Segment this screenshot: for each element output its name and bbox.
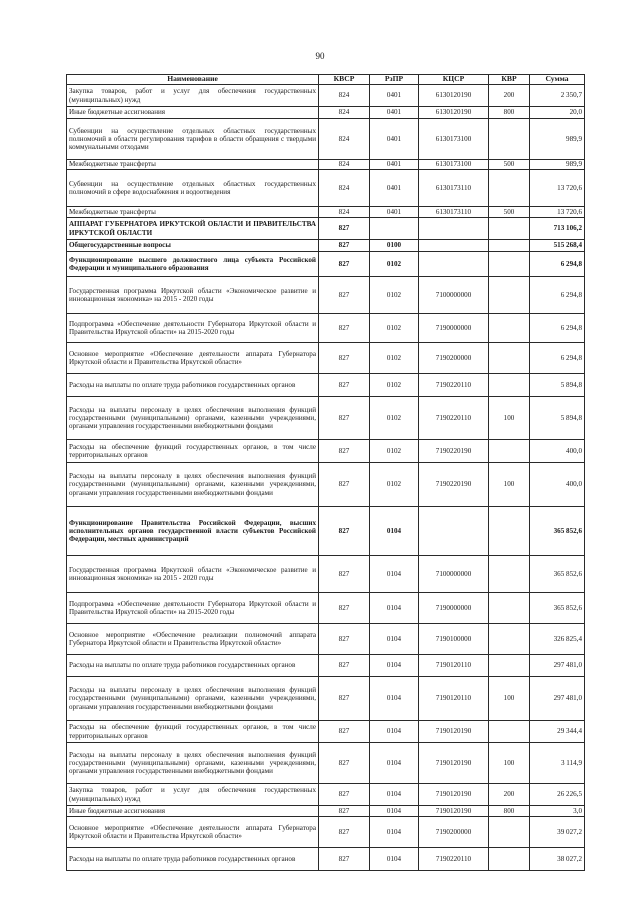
table-row (67, 343, 585, 374)
header-name: Наименование (67, 75, 319, 85)
cell-kvr (489, 252, 530, 277)
cell-name: АППАРАТ ГУБЕРНАТОРА ИРКУТСКОЙ ОБЛАСТИ И ПРАВИТЕЛЬСТВА ИРКУТСКОЙ ОБЛАСТИ (67, 218, 319, 240)
cell-sum: 365 852,6 (530, 593, 585, 624)
cell-rzpr: 0102 (370, 314, 419, 343)
cell-name: Расходы на выплаты персоналу в целях обеспечения выполнения функций государственными (муниципальными) органами, казенными учреждениями, органами управления государственными внебюджетными фондами (67, 397, 319, 440)
cell-kvsr: 827 (319, 848, 370, 871)
cell-rzpr: 0104 (370, 784, 419, 806)
cell-kcsr: 7190220110 (419, 374, 489, 397)
cell-kvr (489, 314, 530, 343)
cell-kcsr: 7190220190 (419, 440, 489, 463)
cell-kvr: 200 (489, 85, 530, 107)
cell-kvr (489, 507, 530, 556)
cell-rzpr: 0104 (370, 677, 419, 721)
cell-rzpr: 0401 (370, 207, 419, 218)
cell-name: Основное мероприятие «Обеспечение деятельности аппарата Губернатора Иркутской области и Правительства Иркутской области» (67, 343, 319, 374)
cell-kvsr: 827 (319, 593, 370, 624)
cell-kcsr: 7190220110 (419, 848, 489, 871)
cell-kvsr: 827 (319, 721, 370, 743)
cell-kcsr: 6130120190 (419, 107, 489, 119)
cell-name: Основное мероприятие «Обеспечение деятельности аппарата Губернатора Иркутской области и Правительства Иркутской области» (67, 817, 319, 848)
cell-kvr (489, 374, 530, 397)
cell-rzpr: 0102 (370, 374, 419, 397)
table-row (67, 160, 585, 170)
table-row (67, 119, 585, 160)
cell-sum: 6 294,8 (530, 343, 585, 374)
cell-sum: 5 894,8 (530, 374, 585, 397)
cell-sum: 400,0 (530, 463, 585, 507)
cell-kvr (489, 848, 530, 871)
cell-kcsr: 7190200000 (419, 817, 489, 848)
cell-sum: 297 481,0 (530, 655, 585, 677)
table-body (67, 85, 585, 871)
cell-kcsr: 7190100000 (419, 624, 489, 655)
cell-sum: 713 106,2 (530, 218, 585, 240)
page-number: 90 (315, 51, 325, 61)
cell-name: Расходы на выплаты по оплате труда работников государственных органов (67, 655, 319, 677)
cell-sum: 38 027,2 (530, 848, 585, 871)
cell-kvsr: 824 (319, 107, 370, 119)
header-kvsr: КВСР (319, 75, 370, 85)
budget-table (66, 74, 585, 871)
cell-kcsr: 7190120190 (419, 806, 489, 817)
cell-sum: 6 294,8 (530, 314, 585, 343)
cell-rzpr: 0102 (370, 440, 419, 463)
cell-name: Иные бюджетные ассигнования (67, 107, 319, 119)
cell-rzpr: 0104 (370, 655, 419, 677)
cell-kvsr: 827 (319, 556, 370, 593)
table-row (67, 440, 585, 463)
cell-sum: 365 852,6 (530, 507, 585, 556)
cell-name: Межбюджетные трансферты (67, 207, 319, 218)
cell-kvsr: 824 (319, 160, 370, 170)
cell-kvsr: 827 (319, 743, 370, 784)
cell-kcsr: 7190220190 (419, 463, 489, 507)
cell-rzpr: 0102 (370, 343, 419, 374)
cell-kvsr: 827 (319, 314, 370, 343)
cell-kvr: 800 (489, 806, 530, 817)
cell-kvsr: 827 (319, 252, 370, 277)
header-kcsr: КЦСР (419, 75, 489, 85)
cell-kvr (489, 218, 530, 240)
cell-name: Расходы на выплаты персоналу в целях обеспечения выполнения функций государственными (муниципальными) органами, казенными учреждениями, органами управления государственными внебюджетными фондами (67, 677, 319, 721)
cell-rzpr: 0104 (370, 593, 419, 624)
table-row (67, 240, 585, 252)
table-row (67, 655, 585, 677)
cell-rzpr: 0102 (370, 277, 419, 314)
cell-kcsr: 6130120190 (419, 85, 489, 107)
table-row (67, 85, 585, 107)
cell-kcsr: 7100000000 (419, 277, 489, 314)
cell-kvr: 200 (489, 784, 530, 806)
header-rzpr: РзПР (370, 75, 419, 85)
table-row (67, 463, 585, 507)
cell-kcsr: 7190120190 (419, 784, 489, 806)
cell-kvr (489, 655, 530, 677)
cell-rzpr: 0100 (370, 240, 419, 252)
table-row (67, 817, 585, 848)
cell-name: Функционирование высшего должностного лица субъекта Российской Федерации и муниципального образования (67, 252, 319, 277)
cell-sum: 6 294,8 (530, 252, 585, 277)
cell-name: Подпрограмма «Обеспечение деятельности Губернатора Иркутской области и Правительства Иркутской области» на 2015-2020 годы (67, 314, 319, 343)
cell-rzpr: 0102 (370, 252, 419, 277)
cell-name: Субвенции на осуществление отдельных областных государственных полномочий в области регулирования тарифов в области обращения с твердыми коммунальными отходами (67, 119, 319, 160)
cell-name: Закупка товаров, работ и услуг для обеспечения государственных (муниципальных) нужд (67, 784, 319, 806)
table-row (67, 207, 585, 218)
cell-sum: 6 294,8 (530, 277, 585, 314)
cell-kvsr: 824 (319, 85, 370, 107)
cell-kvsr: 827 (319, 507, 370, 556)
cell-name: Межбюджетные трансферты (67, 160, 319, 170)
table-header-row (67, 75, 585, 85)
cell-name: Расходы на обеспечение функций государственных органов, в том числе территориальных органов (67, 721, 319, 743)
cell-kcsr (419, 507, 489, 556)
cell-kvsr: 827 (319, 806, 370, 817)
cell-kcsr: 7190120110 (419, 677, 489, 721)
cell-rzpr: 0104 (370, 848, 419, 871)
cell-kvsr: 827 (319, 463, 370, 507)
table-row (67, 556, 585, 593)
cell-kcsr (419, 252, 489, 277)
cell-kvr: 500 (489, 207, 530, 218)
cell-kvsr: 827 (319, 240, 370, 252)
table-row (67, 374, 585, 397)
cell-kcsr: 7190120190 (419, 743, 489, 784)
table-row (67, 218, 585, 240)
cell-name: Подпрограмма «Обеспечение деятельности Губернатора Иркутской области и Правительства Иркутской области» на 2015-2020 годы (67, 593, 319, 624)
cell-kcsr: 7100000000 (419, 556, 489, 593)
cell-kcsr: 7190120110 (419, 655, 489, 677)
cell-kvsr: 827 (319, 397, 370, 440)
cell-kcsr: 7190120190 (419, 721, 489, 743)
cell-kcsr: 7190200000 (419, 343, 489, 374)
cell-sum: 2 350,7 (530, 85, 585, 107)
cell-kvsr: 824 (319, 170, 370, 207)
cell-name: Функционирование Правительства Российской Федерации, высших исполнительных органов государственной власти субъектов Российской Федерации, местных администраций (67, 507, 319, 556)
cell-name: Иные бюджетные ассигнования (67, 806, 319, 817)
cell-name: Расходы на выплаты по оплате труда работников государственных органов (67, 848, 319, 871)
cell-rzpr: 0104 (370, 624, 419, 655)
cell-sum: 29 344,4 (530, 721, 585, 743)
cell-rzpr: 0401 (370, 160, 419, 170)
cell-sum: 515 268,4 (530, 240, 585, 252)
cell-kvr (489, 624, 530, 655)
table-row (67, 593, 585, 624)
cell-rzpr: 0102 (370, 463, 419, 507)
table-row (67, 170, 585, 207)
cell-kcsr: 7190220110 (419, 397, 489, 440)
cell-name: Субвенции на осуществление отдельных областных государственных полномочий в сфере водоснабжения и водоотведения (67, 170, 319, 207)
cell-rzpr: 0104 (370, 556, 419, 593)
cell-kvr: 100 (489, 463, 530, 507)
cell-kvr (489, 343, 530, 374)
cell-name: Расходы на выплаты персоналу в целях обеспечения выполнения функций государственными (муниципальными) органами, казенными учреждениями, органами управления государственными внебюджетными фондами (67, 743, 319, 784)
cell-kvsr: 827 (319, 440, 370, 463)
cell-rzpr: 0401 (370, 85, 419, 107)
cell-kvsr: 827 (319, 277, 370, 314)
cell-kcsr: 7190000000 (419, 593, 489, 624)
cell-kvr: 100 (489, 677, 530, 721)
cell-rzpr: 0401 (370, 119, 419, 160)
cell-kvr (489, 721, 530, 743)
cell-sum: 26 226,5 (530, 784, 585, 806)
cell-kvr (489, 277, 530, 314)
cell-sum: 297 481,0 (530, 677, 585, 721)
cell-kvsr: 827 (319, 655, 370, 677)
cell-kcsr (419, 240, 489, 252)
cell-kvr: 100 (489, 743, 530, 784)
cell-kvr (489, 817, 530, 848)
table-row (67, 397, 585, 440)
cell-kvsr: 827 (319, 677, 370, 721)
cell-rzpr: 0104 (370, 817, 419, 848)
cell-sum: 13 720,6 (530, 207, 585, 218)
cell-kcsr: 7190000000 (419, 314, 489, 343)
cell-kvsr: 827 (319, 784, 370, 806)
table-row (67, 624, 585, 655)
cell-name: Государственная программа Иркутской области «Экономическое развитие и инновационная экономика» на 2015 - 2020 годы (67, 556, 319, 593)
cell-sum: 3 114,9 (530, 743, 585, 784)
cell-kvr: 500 (489, 160, 530, 170)
table-row (67, 784, 585, 806)
cell-sum: 326 825,4 (530, 624, 585, 655)
table-row (67, 507, 585, 556)
cell-kvr (489, 593, 530, 624)
cell-kvr (489, 119, 530, 160)
cell-kvr (489, 240, 530, 252)
cell-name: Общегосударственные вопросы (67, 240, 319, 252)
cell-rzpr: 0104 (370, 721, 419, 743)
cell-rzpr: 0401 (370, 170, 419, 207)
header-sum: Сумма (530, 75, 585, 85)
cell-rzpr: 0401 (370, 107, 419, 119)
header-kvr: КВР (489, 75, 530, 85)
table-row (67, 848, 585, 871)
cell-kvsr: 824 (319, 207, 370, 218)
cell-kvr: 100 (489, 397, 530, 440)
table-row (67, 314, 585, 343)
cell-sum: 989,9 (530, 160, 585, 170)
cell-rzpr: 0104 (370, 743, 419, 784)
cell-kcsr: 6130173100 (419, 119, 489, 160)
cell-kvsr: 827 (319, 817, 370, 848)
cell-kvsr: 824 (319, 119, 370, 160)
cell-kvsr: 827 (319, 218, 370, 240)
cell-name: Основное мероприятие «Обеспечение реализации полномочий аппарата Губернатора Иркутской области и Правительства Иркутской области» (67, 624, 319, 655)
cell-sum: 39 027,2 (530, 817, 585, 848)
cell-kcsr: 6130173110 (419, 170, 489, 207)
cell-kvr: 800 (489, 107, 530, 119)
table-row (67, 721, 585, 743)
cell-sum: 3,0 (530, 806, 585, 817)
table-row (67, 806, 585, 817)
cell-sum: 365 852,6 (530, 556, 585, 593)
cell-sum: 989,9 (530, 119, 585, 160)
cell-sum: 5 894,8 (530, 397, 585, 440)
table-row (67, 252, 585, 277)
cell-name: Расходы на обеспечение функций государственных органов, в том числе территориальных органов (67, 440, 319, 463)
cell-rzpr: 0104 (370, 507, 419, 556)
cell-kcsr: 6130173110 (419, 207, 489, 218)
cell-kvsr: 827 (319, 374, 370, 397)
cell-sum: 20,0 (530, 107, 585, 119)
table-row (67, 107, 585, 119)
cell-rzpr: 0102 (370, 397, 419, 440)
cell-sum: 400,0 (530, 440, 585, 463)
cell-kvsr: 827 (319, 624, 370, 655)
cell-name: Расходы на выплаты по оплате труда работников государственных органов (67, 374, 319, 397)
cell-name: Государственная программа Иркутской области «Экономическое развитие и инновационная экономика» на 2015 - 2020 годы (67, 277, 319, 314)
cell-kcsr (419, 218, 489, 240)
cell-sum: 13 720,6 (530, 170, 585, 207)
cell-kvr (489, 556, 530, 593)
table-row (67, 743, 585, 784)
cell-name: Закупка товаров, работ и услуг для обеспечения государственных (муниципальных) нужд (67, 85, 319, 107)
cell-rzpr (370, 218, 419, 240)
table-row (67, 677, 585, 721)
cell-kvr (489, 440, 530, 463)
cell-kvr (489, 170, 530, 207)
cell-kvsr: 827 (319, 343, 370, 374)
cell-rzpr: 0104 (370, 806, 419, 817)
table-row (67, 277, 585, 314)
cell-kcsr: 6130173100 (419, 160, 489, 170)
cell-name: Расходы на выплаты персоналу в целях обеспечения выполнения функций государственными (муниципальными) органами, казенными учреждениями, органами управления государственными внебюджетными фондами (67, 463, 319, 507)
